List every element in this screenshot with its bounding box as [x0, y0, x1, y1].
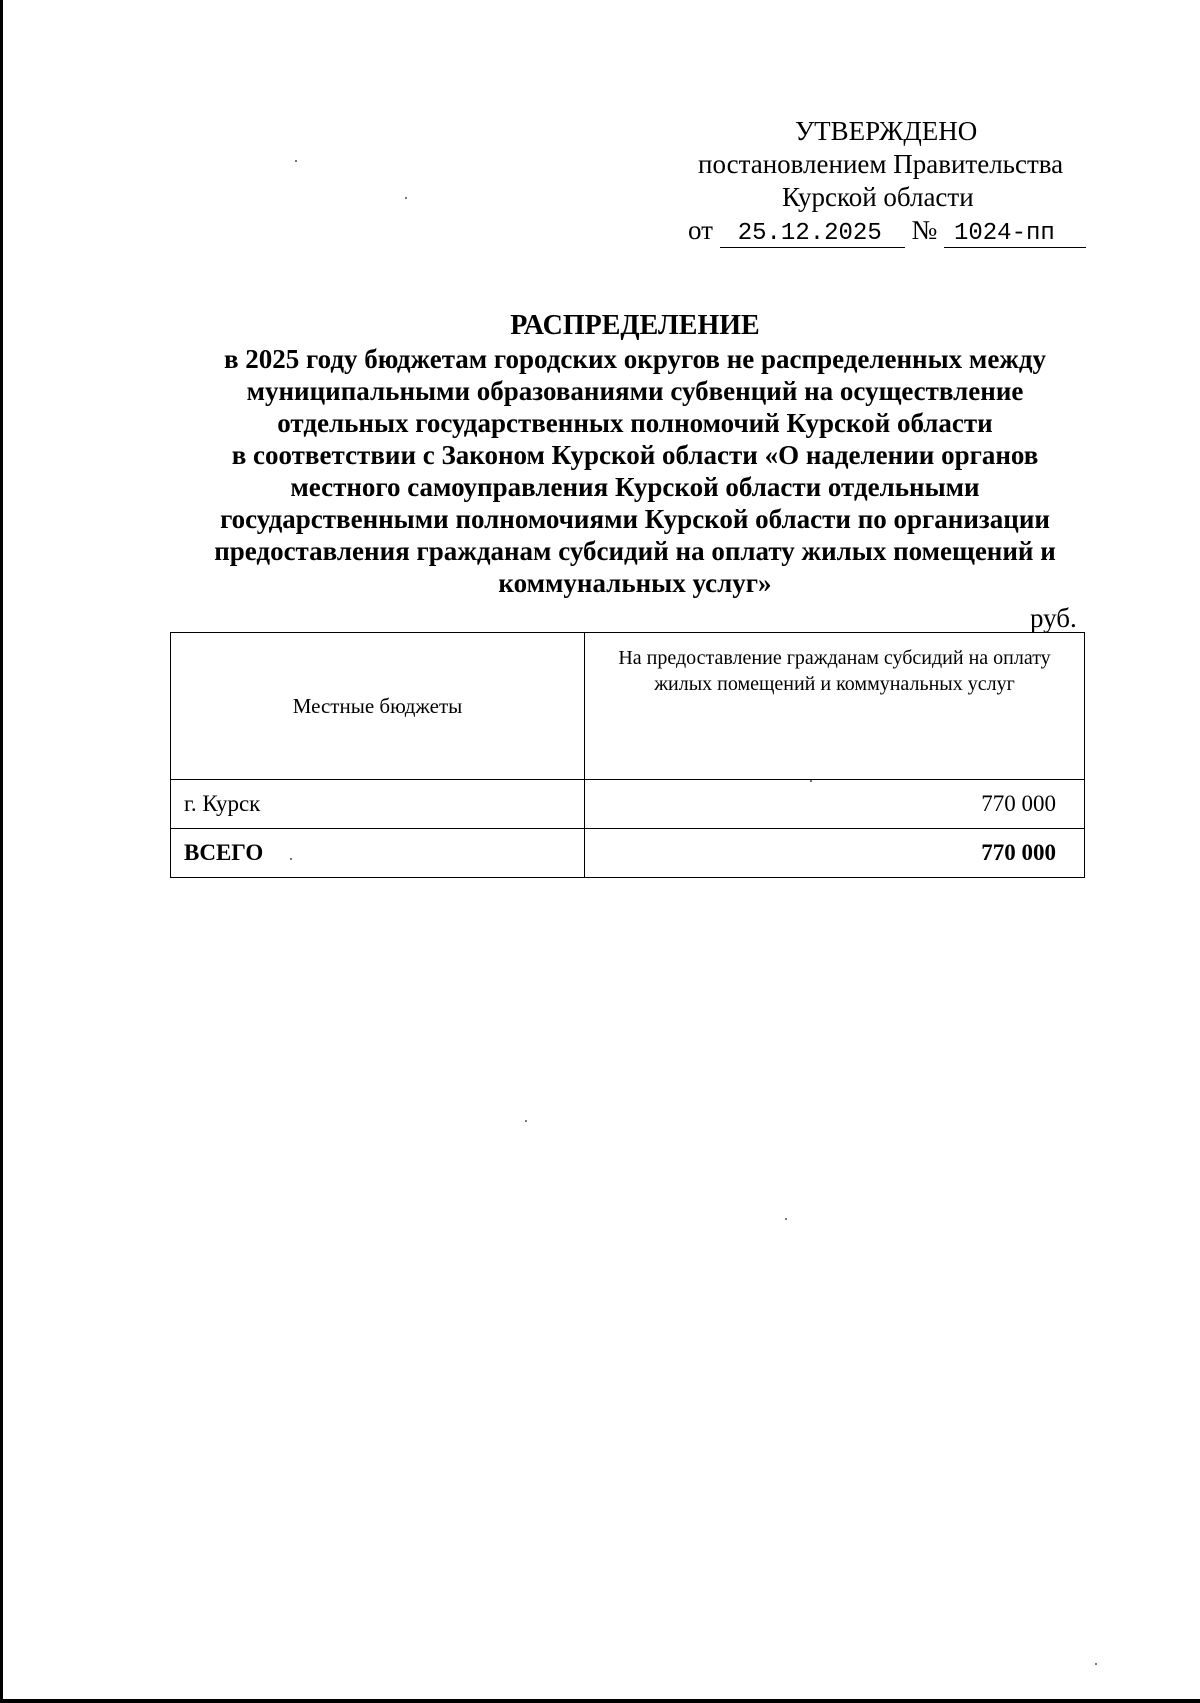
decree-number: 1024-пп — [944, 220, 1086, 248]
column-header-budgets: Местные бюджеты — [171, 633, 585, 780]
approval-date-number-line — [640, 214, 1090, 248]
scan-speck — [295, 160, 297, 162]
title-line: местного самоуправления Курской области отдельными — [290, 472, 980, 502]
approval-authority: постановлением Правительства — [698, 149, 1064, 179]
date-prefix: от — [688, 215, 713, 245]
number-prefix: № — [911, 215, 938, 245]
table-total-row — [171, 829, 1085, 878]
title-line: в 2025 году бюджетам городских округов не распределенных между — [223, 344, 1047, 374]
title-line: в соответствии с Законом Курской области «О наделении органов — [231, 440, 1039, 470]
title-line: муниципальными образованиями субвенций на осуществление — [246, 376, 1024, 406]
document-title — [160, 310, 1110, 599]
total-label-cell: ВСЕГО — [171, 829, 585, 878]
column-header-subsidies: На предоставление гражданам субсидий на оплату жилых помещений и коммунальных услуг — [585, 633, 1085, 780]
scan-speck — [785, 1218, 787, 1220]
scan-speck — [1095, 1663, 1097, 1665]
scan-speck — [405, 197, 407, 199]
budget-table — [170, 632, 1085, 878]
approval-stamp-block — [640, 115, 1090, 248]
title-heading: РАСПРЕДЕЛЕНИЕ — [510, 310, 760, 341]
title-line: предоставления гражданам субсидий на оплату жилых помещений и — [214, 536, 1056, 566]
title-line: государственными полномочиями Курской области по организации — [220, 504, 1050, 534]
total-value-cell: 770 000 — [585, 829, 1085, 878]
scan-edge-left — [0, 0, 3, 1703]
budget-name-cell: г. Курск — [171, 780, 585, 829]
budget-value-cell: 770 000 — [585, 780, 1085, 829]
approval-region: Курской области — [782, 182, 974, 212]
currency-unit: руб. — [1030, 603, 1077, 633]
title-line: коммунальных услуг» — [498, 568, 772, 598]
scan-edge-bottom — [0, 1699, 1200, 1703]
table-row — [171, 780, 1085, 829]
decree-date: 25.12.2025 — [720, 220, 905, 248]
title-line: отдельных государственных полномочий Курской области — [277, 408, 993, 438]
approval-word: УТВЕРЖДЕНО — [795, 116, 978, 146]
scan-speck — [525, 1120, 527, 1122]
table-header-row — [171, 633, 1085, 780]
